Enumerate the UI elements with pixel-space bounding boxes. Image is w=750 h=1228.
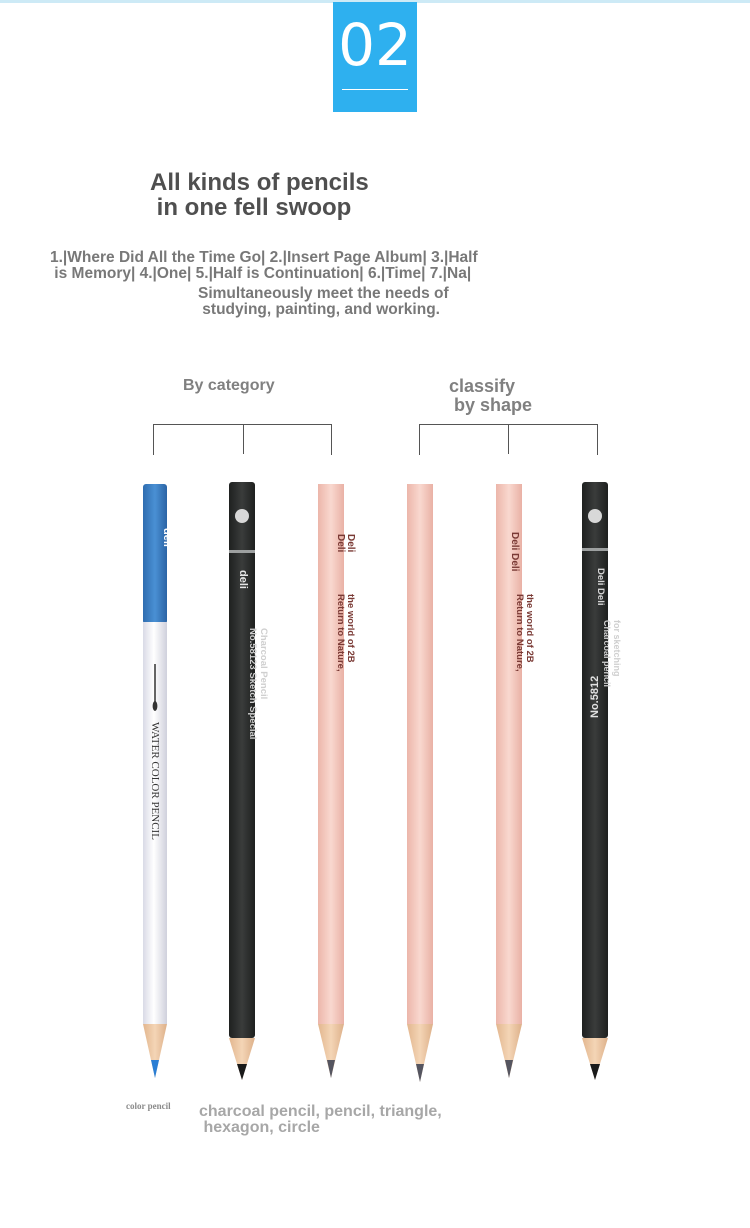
headline: All kinds of pencils in one fell swoop [150, 169, 369, 221]
pencil-body [229, 482, 255, 1038]
pencil-label-text: Return to Nature, the world of 2B [335, 594, 356, 672]
pencil-body [318, 484, 344, 1024]
group-label-shape: classify by shape [449, 376, 533, 415]
brand-logo-icon [235, 509, 249, 523]
pencil-label-text: Return to Nature, the world of 2B [514, 594, 535, 672]
pencil-body [407, 484, 433, 1024]
pencil-watercolor [143, 484, 173, 1078]
pencil-natural-1 [318, 484, 356, 1078]
pencil-label-text: No.58123 Sketch Special Charcoal Pencil [247, 628, 269, 740]
pencil-band [229, 550, 255, 553]
pencil-model-text: No.5812 [589, 675, 601, 718]
pencil-tip-lead [327, 1060, 335, 1078]
pencil-brand-text: deli [161, 528, 173, 547]
brand-logo-icon [588, 509, 602, 523]
pencil-tip-lead [237, 1064, 247, 1080]
pencil-charcoal-1 [229, 482, 269, 1080]
caption-pencil-types: charcoal pencil, pencil, triangle, hexagon, circle [199, 1103, 442, 1136]
pencil-tip-lead [151, 1060, 159, 1078]
pencil-tip-lead [505, 1060, 513, 1078]
pencil-natural-2 [496, 484, 535, 1078]
pencil-brand-text: deli [237, 570, 249, 589]
needs-text: Simultaneously meet the needs of studying, painting, and working. [198, 285, 449, 318]
pencil-label-text: WATER COLOR PENCIL [149, 722, 161, 840]
caption-color-pencil: color pencil [126, 1101, 171, 1111]
group-label-category: By category [183, 377, 275, 394]
pencil-label-text: Charcoal pencil for sketching [602, 620, 622, 688]
pencil-band [582, 548, 608, 551]
pencil-brand-text: Deli Deli [509, 532, 520, 572]
section-number: 02 [338, 11, 412, 79]
pencil-charcoal-2 [582, 482, 622, 1080]
pencil-brand-text: Deli Deli [595, 568, 606, 606]
song-list-text: 1.|Where Did All the Time Go| 2.|Insert Page Album| 3.|Half is Memory| 4.|One| 5.|Half is Continuation| 6.|Time| 7.|Na| [50, 249, 478, 282]
pencil-cap [143, 484, 167, 624]
pencil-brand-text: Deli Deli [335, 534, 356, 553]
pencil-body [582, 482, 608, 1038]
pencil-tip-lead [416, 1064, 424, 1082]
pencil-natural-plain [407, 484, 433, 1082]
pencil-tip-lead [590, 1064, 600, 1080]
